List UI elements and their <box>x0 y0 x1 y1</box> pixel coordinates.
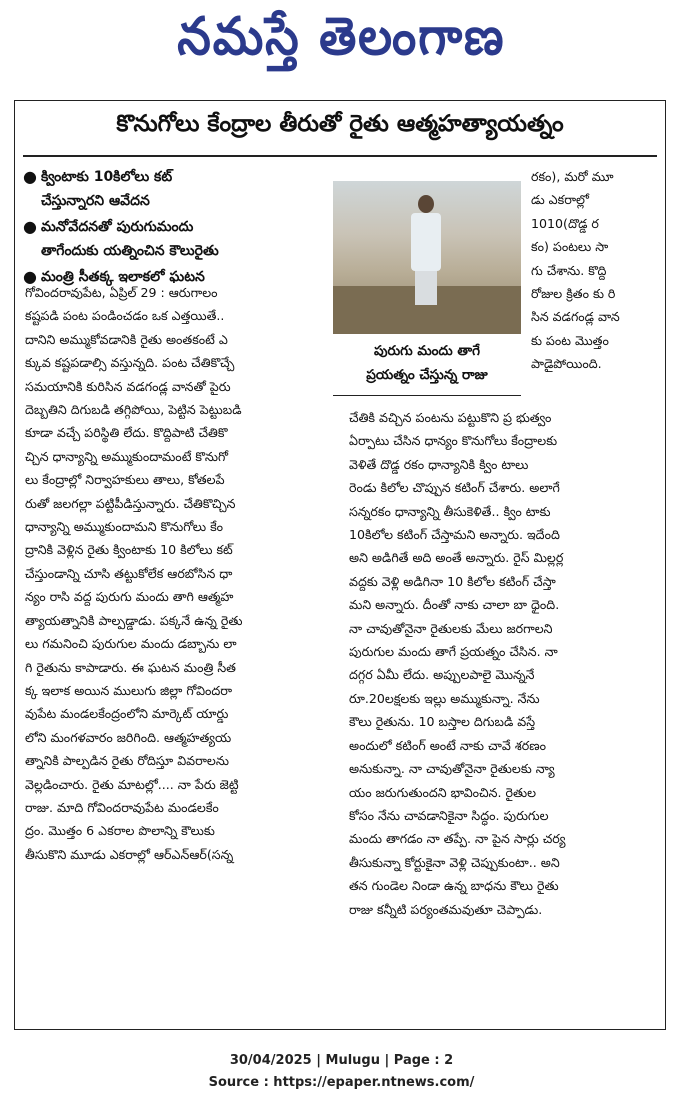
article-line: పురుగుల మందు తాగే ప్రయత్నం చేసిన. నా <box>349 644 558 660</box>
article-line: వుపేట మండలకేంద్రంలోని మార్కెట్ యార్డు <box>25 706 229 722</box>
article-line: కోసం నేను చావడానికైనా సిద్ధం. పురుగుల <box>349 807 549 823</box>
article-line: కం) పంటలు సా <box>531 239 609 255</box>
article-line: సిన వడగండ్ల వాన <box>531 309 620 325</box>
footer-source: Source : https://epaper.ntnews.com/ <box>208 1075 475 1090</box>
article-line: రోజుల క్రితం కు రి <box>531 286 616 302</box>
article-line: వెళితే దొడ్డ రకం ధాన్యానికి క్విం టాలు <box>349 456 529 472</box>
masthead <box>0 0 683 88</box>
article-line: చ్చిన ధాన్యాన్ని అమ్ముకుందామంటే కొనుగో <box>25 448 229 464</box>
article-line: అనుకున్నా. నా చావుతోనైనా రైతులకు న్యా <box>349 761 555 777</box>
article-line: ధాన్యాన్ని అమ్ముకుందామని కొనుగోలు కేం <box>25 519 224 535</box>
article-column-right <box>349 406 653 1021</box>
bullet-icon: ● <box>23 217 37 236</box>
article-line: త్నానికి పాల్పడిన రైతు రోదిస్తూ వివరాలను <box>25 753 230 769</box>
article-line: పాడైపోయింది. <box>531 356 602 372</box>
article-line: డు ఎకరాల్లో <box>531 192 589 208</box>
article-line: 10కిలోల కటింగ్ చేస్తామని అన్నారు. ఇదేంది <box>349 527 560 543</box>
highlight-item <box>23 165 333 213</box>
highlight-item <box>23 215 333 263</box>
article-line: నా చావుతోనైనా రైతులకు మేలు జరగాలని <box>349 620 553 636</box>
article-line: తీసుకొని మూడు ఎకరాల్లో ఆర్ఎన్ఆర్(సన్న <box>25 846 234 862</box>
article-line: చేస్తుండాన్ని చూసి తట్టుకోలేక ఆరబోసిన ధా <box>25 565 233 581</box>
bullet-icon: ● <box>23 267 37 286</box>
article-line: మందు తాగడం నా తప్పే. నా పైన సార్లు చర్య <box>349 831 566 847</box>
article-line: యం జరుగుతుందని భావించిన. రైతుల <box>349 784 537 800</box>
article-line: లోని మంగళవారం జరిగింది. ఆత్మహత్యయ <box>25 729 232 745</box>
article-line: ద్రం. మొత్తం 6 ఎకరాల పొలాన్ని కౌలుకు <box>25 823 215 839</box>
footer-edition-info: 30/04/2025 | Mulugu | Page : 2 <box>229 1053 454 1068</box>
article-line: తీసుకున్నా కోర్టుకైనా వెళ్లి చెప్పుకుంటా.. అని <box>349 854 560 870</box>
article-line: దెబ్బతిని దిగుబడి తగ్గిపోయి, పెట్టిన పెట్టుబడి <box>25 402 242 418</box>
article-line: రాజు. మాది గోవిందరావుపేట మండలకేం <box>25 799 219 815</box>
article-line: క్కువ కష్టపడాల్సి వస్తున్నది. పంట చేతికొచ్చే <box>25 355 235 371</box>
article-line: దానిని అమ్ముకోవడానికి రైతు అంతకంటే ఎ <box>25 331 228 347</box>
article-line: కష్టపడి పంట పండించడం ఒక ఎత్తయితే.. <box>25 308 225 324</box>
article-line: కౌలు రైతును. 10 బస్తాల దిగుబడి వస్తే <box>349 714 536 730</box>
article-line: మని అన్నారు. దీంతో నాకు చాలా బా ధైంది. <box>349 597 560 613</box>
newspaper-logo: నమస్తే తెలంగాణ <box>177 6 506 67</box>
article-line: గోవిందరావుపేట, ఏప్రిల్ 29 : ఆరుగాలం <box>25 285 218 300</box>
highlight-line: చేస్తున్నారని ఆవేదన <box>41 193 150 209</box>
article-line: కూడా వచ్చే పరిస్థితి లేదు. కొద్దిపాటి చేతికొ <box>25 425 228 441</box>
article-line: లు కేంద్రాల్లో నిర్వాహకులు తాలు, కోతలపే <box>25 472 225 488</box>
article-line: గి రైతును కాపాడారు. ఈ ఘటన మంత్రి సీత <box>25 659 236 675</box>
caption-line: ప్రయత్నం చేస్తున్న రాజు <box>366 367 488 383</box>
news-clipping <box>14 100 666 1030</box>
headline-divider <box>23 155 657 157</box>
article-line: సన్నరకం ధాన్యాన్ని తీసుకెళితే.. క్విం టాకు <box>349 503 551 519</box>
highlight-line: మనోవేదనతో పురుగుమందు <box>41 219 194 235</box>
article-line: గు చేశాను. కొద్ది <box>531 262 607 278</box>
article-line: అని అడిగితే అది అంతే అన్నారు. రైస్ మిల్లర్ల <box>349 550 564 566</box>
article-line: న్యం రాసి వద్ద పురుగు మందు తాగి ఆత్మహ <box>25 589 234 605</box>
article-line: 1010(దొడ్డ ర <box>531 215 599 231</box>
article-line: కు పంట మొత్తం <box>531 332 609 348</box>
article-column-top-right <box>531 165 653 401</box>
article-line: వెల్లడించారు. రైతు మాటల్లో.... నా పేరు జెట్టి <box>25 776 239 792</box>
article-line: తన గుండెల నిండా ఉన్న బాధను కౌలు రైతు <box>349 878 559 894</box>
article-headline: కొనుగోలు కేంద్రాల తీరుతో రైతు ఆత్మహత్యాయత్నం <box>116 111 564 137</box>
article-line: చేతికి వచ్చిన పంటను పట్టుకొని ప్ర భుత్వం <box>349 410 552 425</box>
article-line: రూ.20లక్షలకు ఇల్లు అమ్ముకున్నా. నేను <box>349 690 540 706</box>
article-line: లు గమనించి పురుగుల మందు డబ్బాను లా <box>25 636 237 652</box>
article-line: ఏర్పాటు చేసిన ధాన్యం కొనుగోలు కేంద్రాలకు <box>349 433 558 449</box>
article-line: దగ్గర ఏమీ లేదు. అప్పులపాలై మొన్ననే <box>349 667 535 683</box>
bullet-icon: ● <box>23 167 37 186</box>
highlight-line: తాగేందుకు యత్నించిన కౌలురైతు <box>41 243 219 259</box>
article-photo <box>333 181 521 334</box>
article-line: అందులో కటింగ్ అంటే నాకు చావే శరణం <box>349 737 547 753</box>
article-line: త్యాయత్నానికి పాల్పడ్డాడు. పక్కనే ఉన్న రైతు <box>25 612 243 628</box>
article-line: రకం), మరో మూ <box>531 169 614 184</box>
highlight-line: మంత్రి సీతక్క ఇలాకలో ఘటన <box>41 269 205 285</box>
article-line: రాజు కన్నీటి పర్యంతమవుతూ చెప్పాడు. <box>349 901 543 917</box>
article-line: క్క ఇలాక అయిన ములుగు జిల్లా గోవిందరా <box>25 682 233 698</box>
highlights-list <box>23 165 333 291</box>
article-line: వద్దకు వెళ్లి అడిగినా 10 కిలోల కటింగ్ చేస్తా <box>349 573 556 589</box>
photo-person <box>409 195 443 305</box>
article-column-left <box>25 281 341 1021</box>
article-line: ద్రానికి వెళ్లిన రైతు క్వింటాకు 10 కిలోలు కట్ <box>25 542 233 558</box>
caption-line: పురుగు మందు తాగే <box>373 343 481 359</box>
article-line: రెండు కిలోల చొప్పున కటింగ్ చేశారు. అలాగే <box>349 480 560 496</box>
photo-caption <box>333 339 521 396</box>
article-line: సమయానికి కురిసిన వడగండ్ల వానతో పైరు <box>25 378 231 394</box>
highlight-line: క్వింటాకు 10కిలోలు కట్ <box>41 169 173 185</box>
article-line: రుతో జలగల్లా పట్టిపీడిస్తున్నారు. చేతికొచ్చిన <box>25 495 236 511</box>
